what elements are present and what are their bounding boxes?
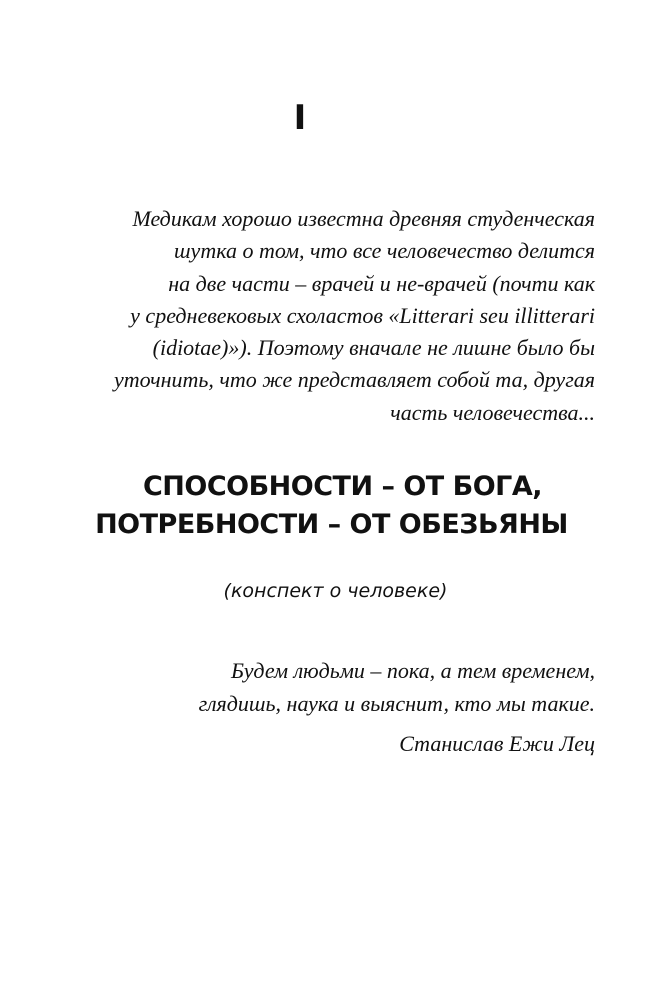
intro-line: часть человечества... [390,399,595,425]
chapter-title-line-1: СПОСОБНОСТИ – ОТ БОГА, [142,471,543,502]
intro-line: на две части – врачей и не-врачей (почти как [168,270,595,296]
chapter-title-line-2: ПОТРЕБНОСТИ – ОТ ОБЕЗЬЯНЫ [95,509,568,540]
chapter-title [0,468,663,544]
intro-paragraph [25,203,595,429]
epigraph-line: глядишь, наука и выяснит, кто мы такие. [198,691,595,716]
chapter-number: I [293,98,307,138]
intro-line: у средневековых схоластов «Litterari seu illitterari [130,302,595,328]
intro-line: шутка о том, что все человечество делится [173,238,595,264]
intro-line: (idiotae)»). Поэтому вначале не лишне было бы [152,335,595,361]
epigraph-text [75,654,595,720]
epigraph-author: Станислав Ежи Лец [399,731,595,756]
intro-line: Медикам хорошо известна древняя студенческая [132,206,595,231]
epigraph-line: Будем людьми – пока, а тем временем, [231,658,595,683]
chapter-subtitle: (конспект о человеке) [223,580,448,602]
intro-line: уточнить, что же представляет собой та, другая [114,367,595,393]
